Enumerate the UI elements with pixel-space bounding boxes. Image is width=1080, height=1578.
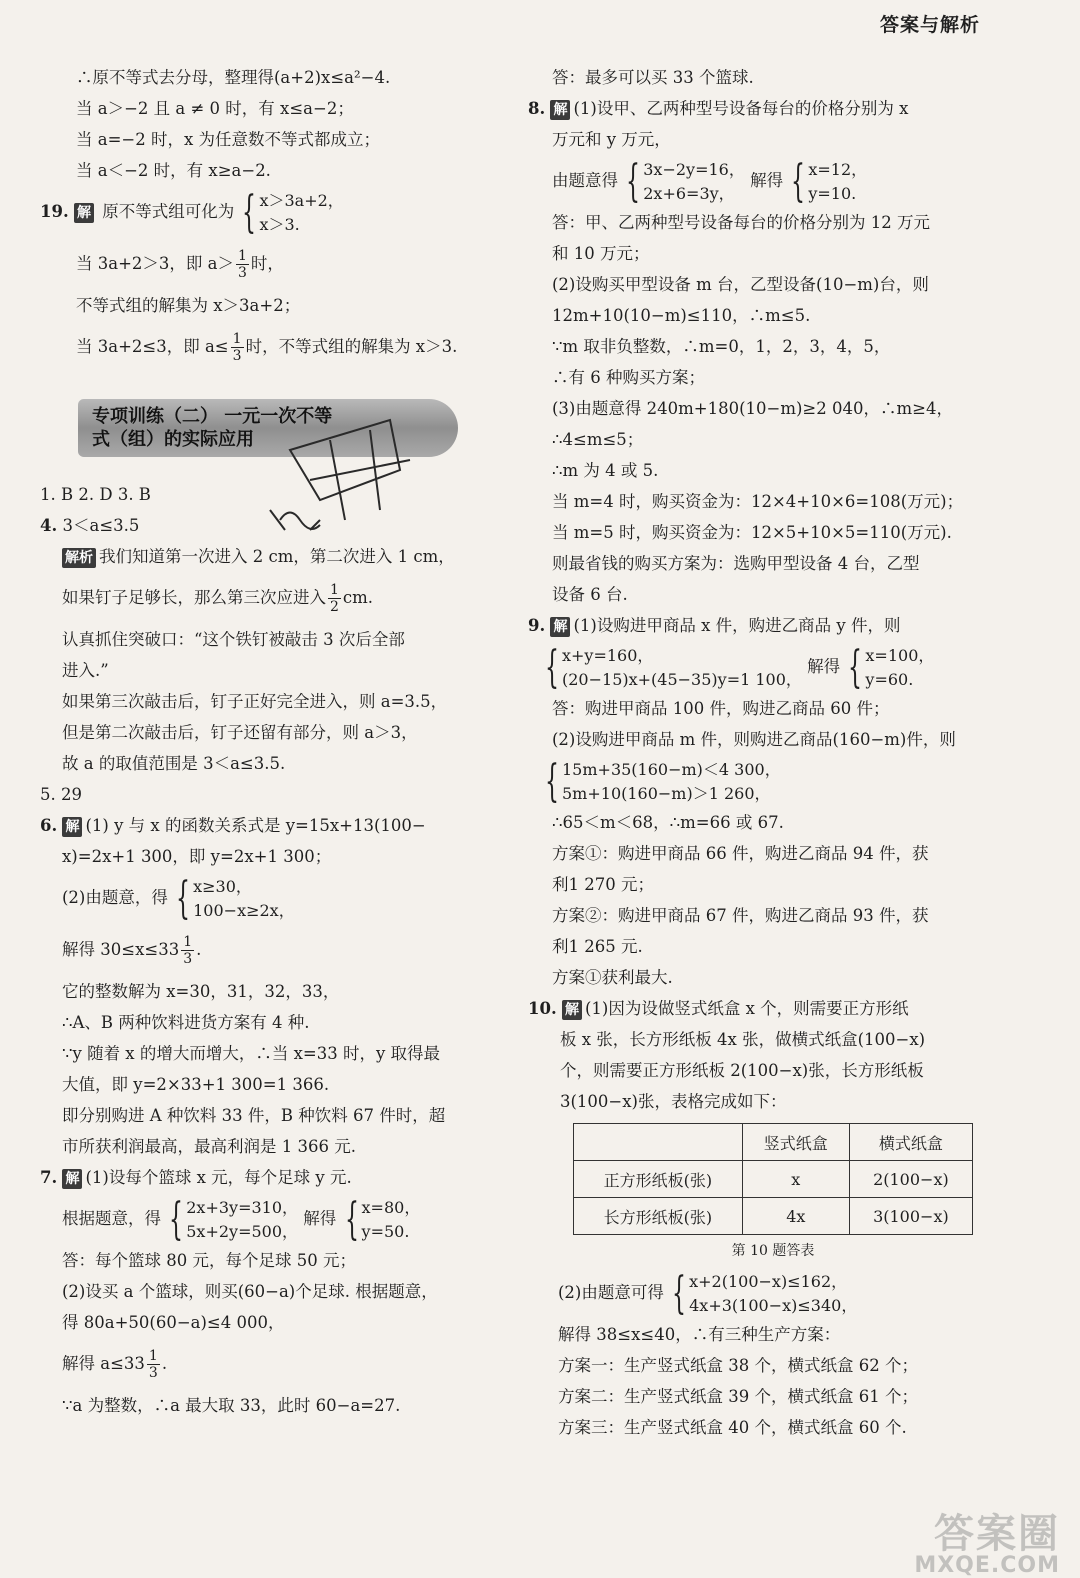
text-line: 和 10 万元；: [552, 244, 650, 263]
text-line: 当 m=4 时，购买资金为：12×4+10×6=108(万元)；: [552, 492, 964, 511]
text-line: 认真抓住突破口：“这个铁钉被敲击 3 次后全部: [62, 630, 405, 649]
text-line: 答：购进甲商品 100 件，购进乙商品 60 件；: [552, 699, 890, 718]
text-line: 得 80a+50(60−a)≤4 000，: [62, 1313, 285, 1332]
text: 解得: [807, 657, 841, 676]
solution-tag: 解: [62, 1169, 82, 1189]
text-line: 方案三：生产竖式纸盒 40 个，横式纸盒 60 个.: [558, 1418, 907, 1437]
text-line: 当 m=5 时，购买资金为：12×5+10×5=110(万元).: [552, 523, 952, 542]
question-9: [528, 610, 998, 641]
table-cell: 正方形纸板(张): [574, 1161, 743, 1198]
banner-title-line: 专项训练（二） 一元一次不等: [92, 406, 333, 427]
text-line: x)=2x+1 300，即 y=2x+1 300；: [62, 847, 332, 866]
brace-icon: {: [672, 1267, 687, 1319]
solution-tag: 解: [62, 817, 82, 837]
system-row: 2x+6=3y，: [643, 183, 735, 203]
answers-1-3: 1. B 2. D 3. B: [40, 485, 151, 504]
text-line: [40, 1338, 500, 1390]
text-line: 市所获利润最高，最高利润是 1 366 元.: [62, 1137, 356, 1156]
text-line: ∴m 为 4 或 5.: [552, 461, 659, 480]
text-line: 12m+10(10−m)≤110，∴m≤5.: [552, 306, 811, 325]
text-line: [40, 924, 500, 976]
text: .: [161, 1354, 168, 1373]
brace-icon: {: [545, 755, 559, 807]
text-line: ∴4≤m≤5；: [552, 430, 644, 449]
text-line: 不等式组的解集为 x＞3a+2；: [76, 296, 301, 315]
question-7: [40, 1162, 500, 1193]
text-line: 它的整数解为 x=30，31，32，33，: [62, 982, 340, 1001]
question-number: 6.: [40, 816, 58, 835]
text-line: 答：最多可以买 33 个篮球.: [552, 68, 754, 87]
brace-icon: {: [545, 641, 559, 693]
text-line: 方案②：购进甲商品 67 件，购进乙商品 93 件，获: [552, 906, 929, 925]
text-line: 但是第二次敲击后，钉子还留有部分，则 a＞3，: [62, 723, 418, 742]
text-line: ∴A、B 两种饮料进货方案有 4 种.: [62, 1013, 310, 1032]
text: 解得: [750, 171, 784, 190]
table-row: [574, 1161, 973, 1198]
question-number: 8.: [528, 99, 546, 118]
system-row: x=80，: [361, 1197, 421, 1217]
answer: 3＜a≤3.5: [62, 516, 140, 535]
equation-system: [166, 1194, 298, 1246]
table-cell: 4x: [742, 1198, 849, 1235]
text-line: ∴有 6 种购买方案；: [552, 368, 705, 387]
question-number: 10.: [528, 999, 557, 1018]
text: (1)因为设做竖式纸盒 x 个，则需要正方形纸: [584, 999, 909, 1018]
brace-icon: {: [176, 872, 191, 924]
text-line: 方案①获利最大.: [552, 968, 673, 987]
system-row: (20−15)x+(45−35)y=1 100，: [562, 669, 802, 689]
page-header-title: 答案与解析: [879, 14, 980, 36]
system-row: 5x+2y=500，: [186, 1221, 299, 1241]
system-row: 15m+35(160−m)＜4 300，: [562, 759, 781, 779]
text-line: (2)设购进甲商品 m 件，则购进乙商品(160−m)件，则: [552, 730, 956, 749]
question-number: 19.: [40, 202, 69, 221]
question-number: 4.: [40, 516, 58, 535]
text: (1) y 与 x 的函数关系式是 y=15x+13(100−: [85, 816, 426, 835]
text-line: 设备 6 台.: [552, 585, 628, 604]
solution-tag: 解: [550, 617, 570, 637]
text-line: (2)设买 a 个篮球，则买(60−a)个足球. 根据题意，: [62, 1282, 438, 1301]
text: 当 3a+2＞3，即 a＞: [76, 254, 234, 273]
brace-icon: {: [169, 1193, 184, 1245]
question-8: [528, 93, 998, 124]
text-line: 个，则需要正方形纸板 2(100−x)张，长方形纸板: [560, 1061, 924, 1080]
solution-system: [342, 1194, 421, 1246]
text-line: [40, 1193, 500, 1245]
system-row: y=50.: [361, 1221, 410, 1241]
text-line: 即分别购进 A 种饮料 33 件，B 种饮料 67 件时，超: [62, 1106, 446, 1125]
text-line: [40, 572, 500, 624]
text: .: [196, 940, 202, 959]
text: (2)由题意可得: [558, 1283, 664, 1302]
text-line: 板 x 张，长方形纸板 4x 张，做横式纸盒(100−x): [560, 1030, 926, 1049]
text-line: 大值，即 y=2×33+1 300=1 366.: [62, 1075, 330, 1094]
solution-tag: 解: [550, 100, 570, 120]
fraction: $\frac{1}{3}$: [148, 1348, 158, 1381]
text-line: ∵m 取非负整数，∴m=0，1，2，3，4，5，: [552, 337, 891, 356]
system-row: 3x−2y=16，: [643, 159, 745, 179]
brace-icon: {: [242, 186, 257, 238]
text-line: 利1 265 元.: [552, 937, 643, 956]
solution-system: [788, 156, 867, 208]
text-line: 答：甲、乙两种型号设备每台的价格分别为 12 万元: [552, 213, 930, 232]
answer-5: 5. 29: [40, 785, 82, 804]
text: 根据题意，得: [62, 1209, 161, 1228]
table-header-cell: [574, 1124, 743, 1161]
text-line: ∵a 为整数，∴a 最大取 33，此时 60−a=27.: [62, 1396, 401, 1415]
text-line: 利1 270 元；: [552, 875, 654, 894]
question-number: 7.: [40, 1168, 58, 1187]
text-line: 方案①：购进甲商品 66 件，购进乙商品 94 件，获: [552, 844, 929, 863]
text-line: 当 a＜−2 时，有 x≥a−2.: [76, 161, 271, 180]
text-line: 当 a＞−2 且 a ≠ 0 时，有 x≤a−2；: [76, 99, 354, 118]
system-row: x+y=160，: [562, 645, 654, 665]
system-row: x＞3a+2，: [259, 190, 344, 210]
text-line: 则最省钱的购买方案为：选购甲型设备 4 台，乙型: [552, 554, 920, 573]
system-row: 4x+3(100−x)≤340，: [689, 1295, 858, 1315]
text-line: 3(100−x)张，表格完成如下：: [560, 1092, 787, 1111]
text-line: [40, 872, 500, 924]
inequality-system: [173, 873, 295, 925]
text: (1)设甲、乙两种型号设备每台的价格分别为 x: [573, 99, 909, 118]
system-row: 2x+3y=310，: [186, 1197, 299, 1217]
text-line: [40, 238, 500, 290]
text-line: ∴65＜m＜68，∴m=66 或 67.: [552, 813, 784, 832]
watermark-logo: [914, 1502, 1060, 1578]
text: (1)设购进甲商品 x 件，购进乙商品 y 件，则: [573, 616, 901, 635]
text: 如果钉子足够长，那么第三次应进入: [62, 588, 326, 607]
system-row: x=100，: [865, 645, 935, 665]
solution-system: [845, 642, 934, 694]
table-caption: 第 10 题答表: [731, 1243, 815, 1259]
fraction: $\frac{1}{2}$: [330, 582, 339, 615]
question-19: [40, 186, 500, 238]
text-line: [528, 155, 998, 207]
system-row: x=12，: [808, 159, 868, 179]
table-cell: 2(100−x): [849, 1161, 972, 1198]
text: (1)设每个篮球 x 元，每个足球 y 元.: [85, 1168, 352, 1187]
brace-icon: {: [791, 155, 806, 207]
banner-title-line: 式（组）的实际应用: [92, 429, 254, 450]
text-line: [528, 1267, 998, 1319]
text-line: 故 a 的取值范围是 3＜a≤3.5.: [62, 754, 286, 773]
watermark-url: MXQE.COM: [914, 1553, 1060, 1578]
text-line: 方案一：生产竖式纸盒 38 个，横式纸盒 62 个；: [558, 1356, 918, 1375]
text-line: 进入.”: [62, 661, 109, 680]
table-header-cell: 横式纸盒: [849, 1124, 972, 1161]
left-column: [40, 62, 500, 1421]
text: 当 3a+2≤3，即 a≤: [76, 337, 229, 356]
text-line: [40, 321, 500, 373]
text-line: [528, 755, 998, 807]
text-line: 当 a=−2 时，x 为任意数不等式都成立；: [76, 130, 381, 149]
answer-table: [573, 1123, 973, 1235]
handwritten-scribble-icon: [250, 410, 470, 560]
solution-tag: 解: [562, 1000, 582, 1020]
text-line: 答：每个篮球 80 元，每个足球 50 元；: [62, 1251, 356, 1270]
table-row: [574, 1198, 973, 1235]
inequality-system: [669, 1268, 857, 1320]
question-6: [40, 810, 500, 841]
text-line: 方案二：生产竖式纸盒 39 个，横式纸盒 61 个；: [558, 1387, 918, 1406]
text-line: ∴原不等式去分母，整理得(a+2)x≤a²−4.: [76, 68, 391, 87]
text-line: (3)由题意得 240m+180(10−m)≥2 040，∴m≥4，: [552, 399, 953, 418]
inequality-system: [239, 187, 343, 239]
equation-system: [623, 156, 745, 208]
text: (2)由题意，得: [62, 888, 168, 907]
table-cell: x: [742, 1161, 849, 1198]
text: 原不等式组可化为: [102, 202, 235, 221]
table-cell: 长方形纸板(张): [574, 1198, 743, 1235]
question-number: 9.: [528, 616, 546, 635]
system-row: 100−x≥2x，: [193, 900, 295, 920]
fraction: $\frac{1}{3}$: [183, 934, 193, 967]
text: 时，: [250, 254, 284, 273]
text: 我们知道第一次进入 2 cm，第二次进入 1 cm，: [99, 547, 455, 566]
fraction: $\frac{1}{3}$: [237, 248, 247, 281]
text-line: ∵y 随着 x 的增大而增大，∴当 x=33 时，y 取得最: [62, 1044, 441, 1063]
brace-icon: {: [626, 155, 641, 207]
text-line: (2)设购买甲型设备 m 台，乙型设备(10−m)台，则: [552, 275, 929, 294]
system-row: x≥30，: [193, 876, 252, 896]
text: 解得 a≤33: [62, 1354, 145, 1373]
solution-tag: 解: [74, 203, 94, 223]
text: cm.: [342, 588, 374, 607]
system-row: 5m+10(160−m)＞1 260，: [562, 783, 771, 803]
brace-icon: {: [848, 641, 863, 693]
right-column: [528, 62, 998, 1443]
text-line: [528, 641, 998, 693]
table-header-row: [574, 1124, 973, 1161]
brace-icon: {: [344, 1193, 359, 1245]
system-row: x+2(100−x)≤162，: [689, 1271, 848, 1291]
text: 由题意得: [552, 171, 618, 190]
fraction: $\frac{1}{3}$: [232, 331, 242, 364]
table-cell: 3(100−x): [849, 1198, 972, 1235]
text-line: 如果第三次敲击后，钉子正好完全进入，则 a=3.5，: [62, 692, 448, 711]
text: 解得 30≤x≤33: [62, 940, 180, 959]
question-10: [528, 993, 998, 1024]
system-row: y=10.: [808, 183, 857, 203]
equation-system: [542, 642, 802, 694]
table-header-cell: 竖式纸盒: [742, 1124, 849, 1161]
text-line: 解得 38≤x≤40，∴有三种生产方案：: [558, 1325, 841, 1344]
watermark-text: 答案圈: [934, 1511, 1060, 1557]
text: 解得: [303, 1209, 337, 1228]
inequality-system: [542, 756, 781, 808]
text: 时，不等式组的解集为 x＞3.: [245, 337, 458, 356]
system-row: x＞3.: [259, 214, 300, 234]
text-line: 万元和 y 万元，: [552, 130, 671, 149]
system-row: y=60.: [865, 669, 914, 689]
analysis-tag: 解析: [62, 548, 96, 568]
